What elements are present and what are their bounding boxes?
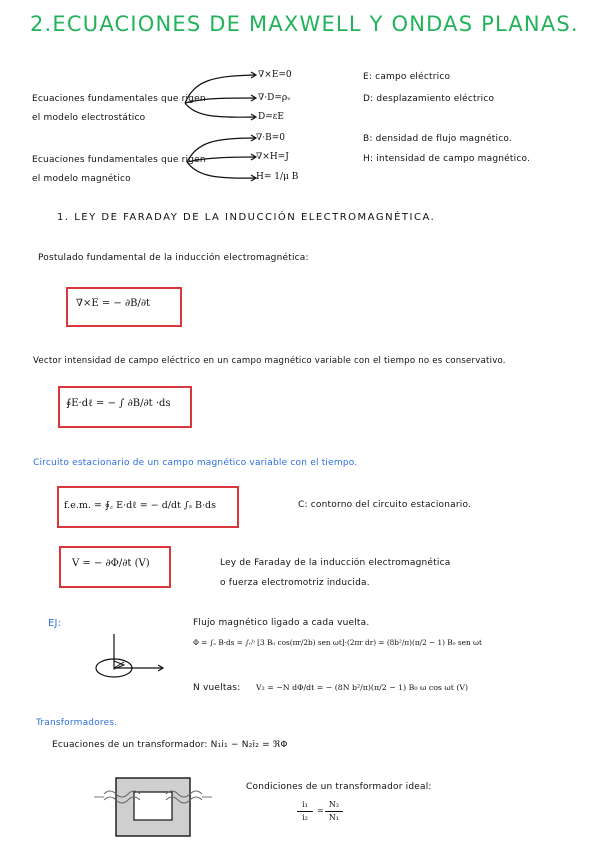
circuito-heading: Circuito estacionario de un campo magnético variable con el tiempo. (33, 458, 358, 468)
section-faraday-heading (57, 212, 435, 223)
vector-text: Vector intensidad de campo eléctrico en un campo magnético variable con el tiempo no es conservativo. (33, 356, 506, 366)
magnet-def-2: H: intensidad de campo magnético. (363, 154, 531, 164)
ratio-den: i₂ (302, 813, 308, 822)
electro-text-2: el modelo electrostático (32, 113, 146, 123)
transformadores-heading: Transformadores. (36, 718, 118, 728)
n-vueltas-label: N vueltas: (193, 683, 241, 693)
ley-text-1: Ley de Faraday de la inducción electromagnética (220, 558, 451, 568)
electro-def-2: D: desplazamiento eléctrico (363, 94, 495, 104)
magnet-brace-arrows (185, 136, 265, 186)
section-faraday-title: 1. LEY DE FARADAY DE LA INDUCCIÓN ELECTROMAGNÉTICA. (57, 212, 436, 223)
electro-eq-1: ∇×E=0 (258, 70, 292, 80)
magnet-def-1: B: densidad de flujo magnético. (363, 134, 512, 144)
electro-brace-arrows (183, 72, 263, 122)
electro-eq-2: ∇·D=ρᵥ (258, 93, 291, 103)
loop-diagram (90, 634, 180, 694)
ratio-rhs-den: N₁ (328, 813, 340, 822)
contour-text: C: contorno del circuito estacionario. (298, 500, 472, 510)
electro-eq-3: D=εE (258, 112, 284, 122)
eq-postulado: ∇×E = − ∂B/∂t (76, 298, 151, 309)
ley-text-2: o fuerza electromotriz inducida. (220, 578, 370, 588)
eq-fem: f.e.m. = ∮꜀ E·dℓ = − d/dt ∫ₛ B·ds (64, 500, 217, 511)
ratio-equals: = (317, 806, 324, 815)
electro-def-1: E: campo eléctrico (363, 72, 451, 82)
eq-circulation: ∮E·dℓ = − ∫ ∂B/∂t ·ds (66, 398, 171, 409)
ratio-num: i₁ (302, 800, 308, 809)
eq-phi: Φ = ∫ₛ B·ds = ∫₀ᵇ [3 B₀ cos(πr/2b) sen ωt]·(2πr dr) = (8b²/π)(π/2 − 1) B₀ sen ωt (193, 638, 482, 647)
ratio-bar (297, 811, 313, 812)
ideal-text: Condiciones de un transformador ideal: (246, 782, 432, 792)
magnet-eq-2: ∇×H=J (256, 152, 289, 162)
magnet-text-1: Ecuaciones fundamentales que rigen (32, 155, 206, 165)
ratio-rhs-bar (325, 811, 343, 812)
page-title: 2.ECUACIONES DE MAXWELL Y ONDAS PLANAS. (30, 12, 579, 36)
magnet-eq-1: ∇·B=0 (256, 133, 286, 143)
postulado-text: Postulado fundamental de la inducción electromagnética: (38, 253, 309, 263)
transformer-diagram (94, 770, 214, 842)
magnet-text-2: el modelo magnético (32, 174, 131, 184)
electro-text-1: Ecuaciones fundamentales que rigen (32, 94, 206, 104)
ej-label: EJ: (48, 618, 62, 629)
flujo-text: Flujo magnético ligado a cada vuelta. (193, 618, 370, 628)
eq-n-vueltas: V₂ = −N dΦ/dt = − (8N b²/π)(π/2 − 1) B₀ ω cos ωt (V) (256, 683, 469, 692)
ratio-rhs-num: N₂ (328, 800, 340, 809)
magnet-eq-3: H= 1/μ B (256, 172, 299, 182)
transformador-ecuaciones: Ecuaciones de un transformador: N₁i₁ − N₂i₂ = ℜΦ (52, 740, 288, 750)
eq-v: V = − ∂Φ/∂t (V) (72, 558, 150, 569)
